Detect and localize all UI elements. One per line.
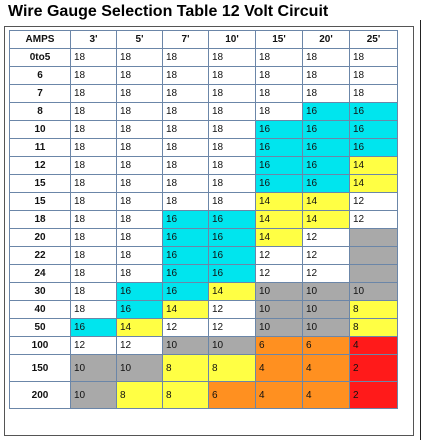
amps-cell: 18 [10,211,71,229]
gauge-cell: 18 [350,67,398,85]
table-row [10,229,398,247]
gauge-cell: 16 [163,229,209,247]
gauge-cell: 8 [350,301,398,319]
gauge-cell: 18 [71,265,117,283]
gauge-cell: 4 [350,337,398,355]
gauge-cell: 18 [71,175,117,193]
gauge-cell: 16 [350,121,398,139]
gauge-cell: 18 [209,49,256,67]
gauge-cell: 18 [303,67,350,85]
amps-cell: 8 [10,103,71,121]
table-row [10,319,398,337]
gauge-cell [350,229,398,247]
gauge-cell: 16 [117,301,163,319]
table-row [10,193,398,211]
gauge-cell: 16 [209,229,256,247]
gauge-cell: 18 [71,211,117,229]
gauge-cell: 18 [209,85,256,103]
gauge-cell: 8 [350,319,398,337]
gauge-cell: 10 [303,301,350,319]
gauge-cell: 14 [163,301,209,319]
amps-cell: 0to5 [10,49,71,67]
gauge-cell: 16 [303,139,350,157]
gauge-cell: 12 [350,193,398,211]
gauge-cell: 16 [303,157,350,175]
gauge-cell: 10 [303,319,350,337]
header-amps: AMPS [10,31,71,49]
gauge-cell: 14 [209,283,256,301]
gauge-cell: 18 [163,157,209,175]
gauge-cell: 12 [163,319,209,337]
gauge-cell: 18 [117,157,163,175]
gauge-cell: 8 [209,355,256,382]
gauge-cell: 16 [303,175,350,193]
gauge-cell: 18 [71,49,117,67]
gauge-cell: 4 [256,382,303,409]
gauge-cell: 6 [209,382,256,409]
gauge-cell: 18 [71,283,117,301]
amps-cell: 100 [10,337,71,355]
amps-cell: 7 [10,85,71,103]
gauge-cell: 18 [163,121,209,139]
gauge-cell: 18 [71,301,117,319]
amps-cell: 6 [10,67,71,85]
table-row [10,67,398,85]
gauge-cell: 16 [117,283,163,301]
gauge-cell: 10 [350,283,398,301]
gauge-cell: 10 [256,283,303,301]
gauge-cell: 18 [256,85,303,103]
amps-cell: 40 [10,301,71,319]
gauge-cell: 18 [117,211,163,229]
amps-cell: 10 [10,121,71,139]
gauge-cell: 18 [209,139,256,157]
gauge-cell: 18 [71,85,117,103]
gauge-cell: 2 [350,382,398,409]
table-row [10,85,398,103]
gauge-cell: 16 [209,265,256,283]
gauge-cell: 2 [350,355,398,382]
gauge-cell: 18 [71,67,117,85]
gauge-cell: 18 [350,85,398,103]
gauge-cell: 18 [209,67,256,85]
gauge-cell: 18 [71,229,117,247]
gauge-cell: 16 [163,211,209,229]
right-divider [420,20,421,440]
page-title: Wire Gauge Selection Table 12 Volt Circuit [8,3,329,20]
header-length: 5' [117,31,163,49]
gauge-cell: 8 [163,382,209,409]
gauge-cell: 6 [256,337,303,355]
gauge-cell: 10 [209,337,256,355]
gauge-cell: 18 [163,193,209,211]
table-row [10,355,398,382]
gauge-cell: 18 [117,193,163,211]
table-row [10,211,398,229]
gauge-cell: 16 [209,211,256,229]
gauge-cell: 18 [256,49,303,67]
gauge-cell: 14 [256,193,303,211]
amps-cell: 20 [10,229,71,247]
gauge-cell: 10 [71,355,117,382]
gauge-cell: 18 [350,49,398,67]
gauge-cell: 4 [303,355,350,382]
gauge-cell: 18 [303,49,350,67]
gauge-cell: 18 [209,121,256,139]
gauge-cell: 18 [209,193,256,211]
header-length: 7' [163,31,209,49]
gauge-cell: 12 [303,229,350,247]
amps-cell: 50 [10,319,71,337]
gauge-cell: 16 [303,103,350,121]
gauge-cell: 18 [71,157,117,175]
table-row [10,139,398,157]
gauge-cell: 16 [350,139,398,157]
gauge-cell: 14 [303,211,350,229]
gauge-cell: 6 [303,337,350,355]
table-row [10,175,398,193]
gauge-cell: 8 [163,355,209,382]
gauge-cell: 18 [209,157,256,175]
table-row [10,283,398,301]
gauge-cell: 12 [209,301,256,319]
table-row [10,301,398,319]
amps-cell: 150 [10,355,71,382]
table-row [10,49,398,67]
gauge-cell: 12 [256,247,303,265]
table-row [10,121,398,139]
gauge-cell: 18 [163,175,209,193]
gauge-cell: 14 [303,193,350,211]
amps-cell: 30 [10,283,71,301]
header-row [10,31,398,49]
amps-cell: 24 [10,265,71,283]
header-length: 10' [209,31,256,49]
header-length: 20' [303,31,350,49]
wire-gauge-table [9,30,398,409]
amps-cell: 11 [10,139,71,157]
gauge-cell: 10 [163,337,209,355]
gauge-cell: 18 [71,121,117,139]
gauge-cell: 18 [163,139,209,157]
amps-cell: 22 [10,247,71,265]
gauge-cell: 16 [163,283,209,301]
gauge-cell: 10 [117,355,163,382]
table-row [10,382,398,409]
gauge-cell: 16 [256,139,303,157]
gauge-cell: 4 [256,355,303,382]
gauge-cell: 18 [117,121,163,139]
gauge-cell: 18 [163,85,209,103]
gauge-cell: 12 [209,319,256,337]
gauge-cell: 16 [209,247,256,265]
table-row [10,265,398,283]
gauge-cell: 18 [71,103,117,121]
amps-cell: 15 [10,175,71,193]
gauge-cell: 10 [256,319,303,337]
gauge-cell: 14 [117,319,163,337]
gauge-cell: 18 [117,139,163,157]
gauge-cell: 16 [163,247,209,265]
gauge-cell: 12 [256,265,303,283]
gauge-cell: 16 [350,103,398,121]
gauge-cell: 10 [256,301,303,319]
gauge-cell: 18 [256,103,303,121]
gauge-cell: 12 [303,247,350,265]
gauge-cell: 14 [350,157,398,175]
amps-cell: 12 [10,157,71,175]
gauge-cell: 16 [256,121,303,139]
gauge-cell: 18 [117,103,163,121]
gauge-cell: 18 [117,175,163,193]
gauge-cell: 10 [303,283,350,301]
gauge-cell: 12 [350,211,398,229]
header-length: 25' [350,31,398,49]
amps-cell: 200 [10,382,71,409]
gauge-cell: 18 [163,103,209,121]
gauge-cell: 18 [117,229,163,247]
gauge-cell: 16 [303,121,350,139]
gauge-cell: 18 [117,67,163,85]
gauge-cell: 8 [117,382,163,409]
gauge-cell: 12 [71,337,117,355]
gauge-cell: 18 [163,67,209,85]
gauge-cell [350,265,398,283]
gauge-cell: 14 [256,211,303,229]
table-row [10,157,398,175]
header-length: 3' [71,31,117,49]
gauge-cell: 18 [71,193,117,211]
gauge-cell: 10 [71,382,117,409]
gauge-cell: 18 [117,49,163,67]
table-row [10,337,398,355]
gauge-cell: 18 [71,247,117,265]
gauge-cell: 16 [71,319,117,337]
gauge-cell: 12 [117,337,163,355]
amps-cell: 15 [10,193,71,211]
gauge-cell: 14 [256,229,303,247]
gauge-cell: 16 [256,175,303,193]
gauge-cell: 12 [303,265,350,283]
header-length: 15' [256,31,303,49]
gauge-cell: 16 [256,157,303,175]
gauge-cell: 16 [163,265,209,283]
gauge-cell: 14 [350,175,398,193]
gauge-cell: 18 [303,85,350,103]
table-row [10,103,398,121]
table-row [10,247,398,265]
gauge-cell: 18 [117,265,163,283]
gauge-cell: 18 [117,247,163,265]
gauge-cell: 18 [256,67,303,85]
gauge-cell: 18 [209,103,256,121]
gauge-cell [350,247,398,265]
gauge-cell: 4 [303,382,350,409]
gauge-cell: 18 [71,139,117,157]
gauge-cell: 18 [117,85,163,103]
gauge-cell: 18 [163,49,209,67]
gauge-cell: 18 [209,175,256,193]
